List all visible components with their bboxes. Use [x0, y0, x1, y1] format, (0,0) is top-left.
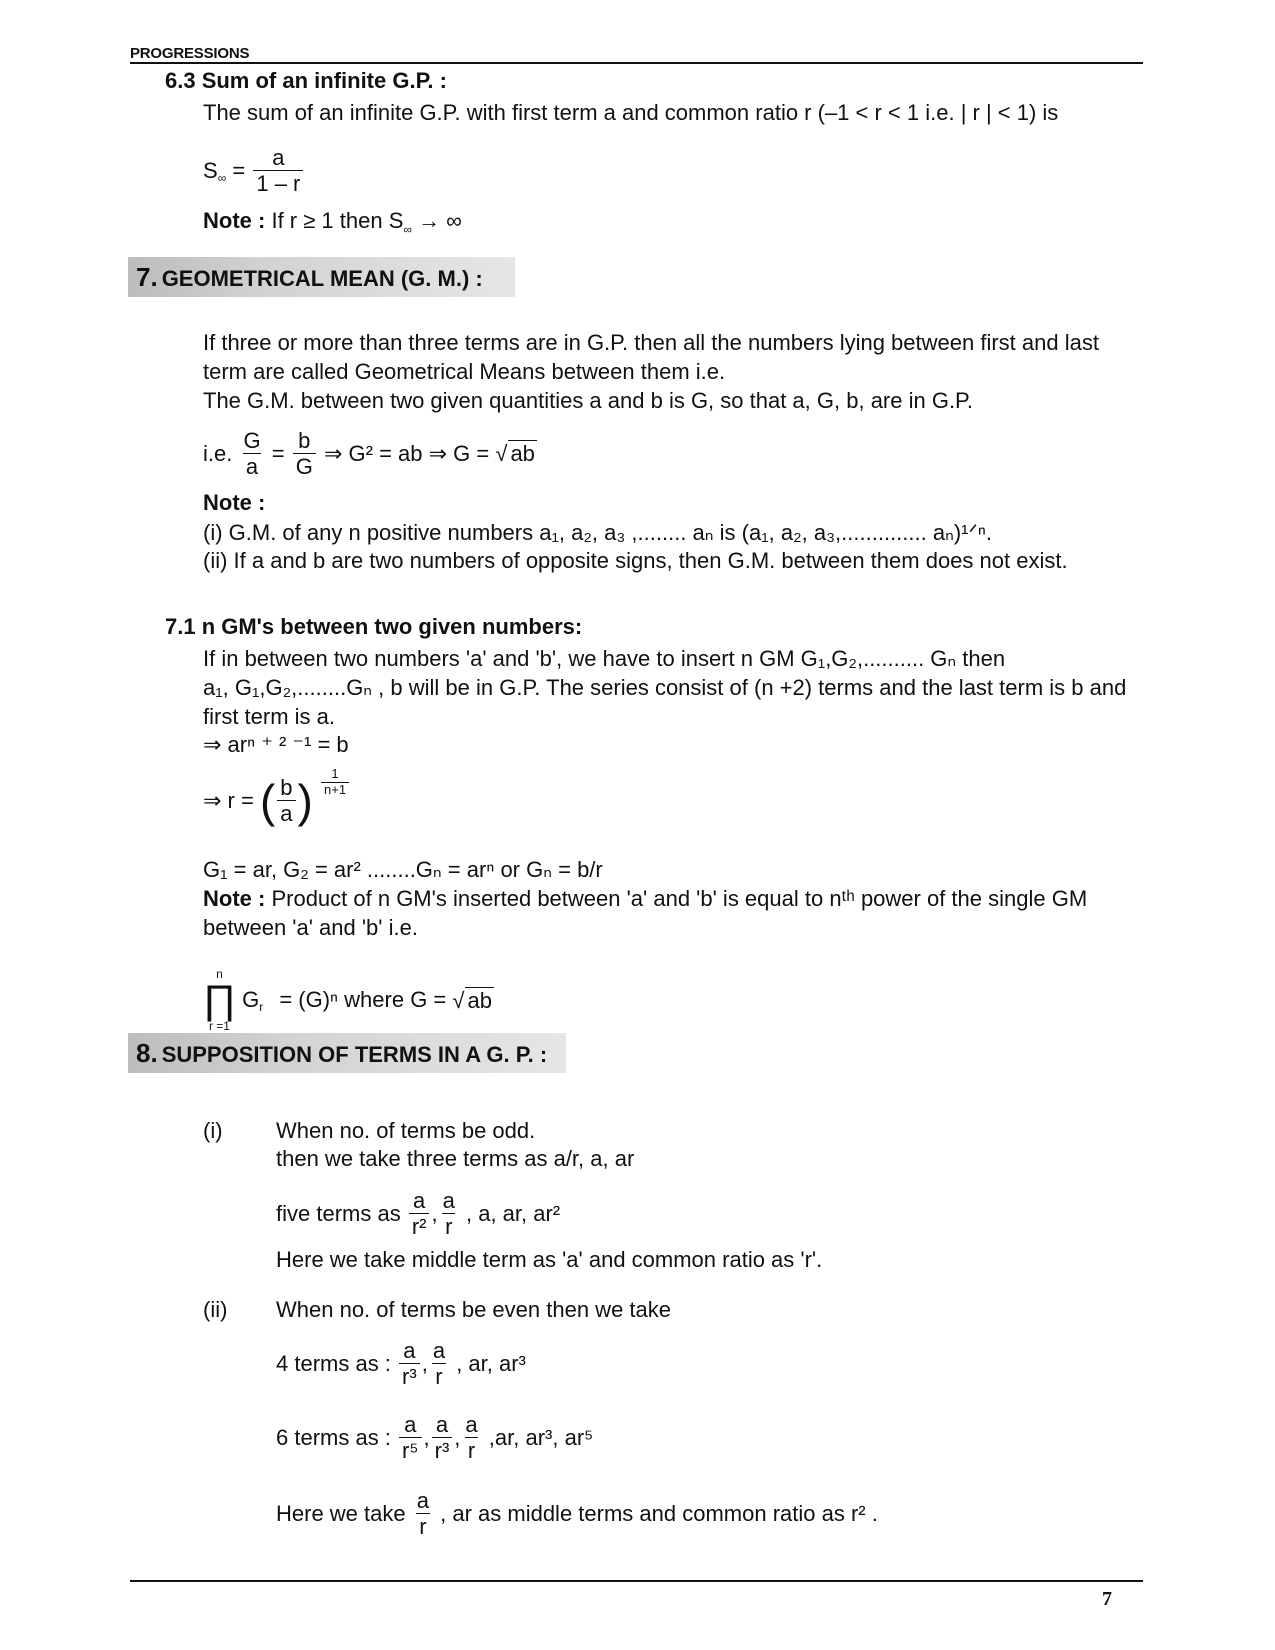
denominator: G — [293, 453, 316, 479]
comma: , — [421, 1350, 428, 1376]
page-number: 7 — [1102, 1588, 1112, 1610]
header-rule — [130, 62, 1143, 64]
section-7-banner — [128, 257, 515, 297]
six-terms-rest: ,ar, ar³, ar⁵ — [488, 1424, 594, 1450]
n-gm-line-3: first term is a. — [203, 704, 336, 729]
six-terms-formula — [276, 1412, 593, 1464]
equals-sign: = — [232, 157, 246, 183]
denominator: r⁵ — [399, 1437, 421, 1463]
section-title: SUPPOSITION OF TERMS IN A G. P. : — [161, 1042, 548, 1067]
case-i-line-1: When no. of terms be odd. — [276, 1118, 536, 1143]
case-i-line-4: Here we take middle term as 'a' and common ratio as 'r'. — [276, 1247, 823, 1272]
note-arrow: → ∞ — [418, 208, 462, 233]
numerator: b — [280, 775, 293, 800]
fraction-a-over-r2 — [409, 1188, 430, 1240]
fraction-a-over-r3 — [432, 1412, 453, 1464]
four-terms-label: 4 terms as : — [276, 1350, 391, 1376]
denominator: a — [243, 453, 261, 479]
section-7-1-heading: 7.1 n GM's between two given numbers: — [165, 614, 583, 639]
fraction-a-over-r — [430, 1338, 448, 1390]
section-6-3-note — [203, 208, 462, 242]
numerator: a — [403, 1338, 416, 1363]
product-g: G — [242, 987, 260, 1012]
product-symbol: ∏ — [203, 978, 236, 1022]
four-terms-formula — [276, 1338, 526, 1390]
section-title: GEOMETRICAL MEAN (G. M.) : — [161, 266, 483, 291]
note-label: Note : — [203, 208, 266, 233]
ratio-formula — [203, 766, 351, 827]
equals-sign: = — [271, 440, 285, 466]
footer-rule — [130, 1580, 1143, 1582]
fraction-b-over-g — [293, 428, 316, 480]
fraction-a-over-r — [462, 1412, 480, 1464]
numerator: a — [416, 1488, 429, 1513]
case-ii-line-1: When no. of terms be even then we take — [276, 1297, 672, 1322]
product-note-cont: between 'a' and 'b' i.e. — [203, 915, 418, 940]
fraction-a-over-1-minus-r — [253, 145, 303, 197]
denominator: r² — [409, 1213, 430, 1239]
comma: , — [454, 1424, 461, 1450]
numerator: G — [243, 428, 261, 453]
exponent-fraction — [321, 767, 349, 798]
exponent-denominator: n+1 — [321, 782, 349, 798]
left-paren: ( — [259, 774, 276, 827]
denominator: r — [416, 1513, 429, 1539]
numerator: a — [465, 1412, 478, 1437]
middle-terms-label: Here we take — [276, 1500, 406, 1526]
denominator: r³ — [399, 1363, 420, 1389]
gm-paragraph-line-1: If three or more than three terms are in G.P. then all the numbers lying between first and last — [203, 330, 1099, 355]
section-number: 7. — [136, 262, 158, 292]
case-i-line-2: then we take three terms as a/r, a, ar — [276, 1146, 635, 1171]
denominator: 1 – r — [253, 170, 303, 196]
product-upper-limit: n — [216, 967, 223, 981]
note-text: Product of n GM's inserted between 'a' and 'b' is equal to nᵗʰ power of the single GM — [271, 886, 1088, 911]
five-terms-rest: , a, ar, ar² — [465, 1200, 561, 1226]
n-gm-line-1: If in between two numbers 'a' and 'b', we have to insert n GM G₁,G₂,.......... Gₙ then — [203, 646, 1006, 671]
radicand: ab — [510, 441, 535, 467]
note-text: If r ≥ 1 then S — [271, 208, 404, 233]
gm-formula — [203, 428, 537, 480]
gm-paragraph-line-2: term are called Geometrical Means between them i.e. — [203, 359, 726, 384]
ie-label: i.e. — [203, 440, 233, 466]
n-gm-line-2: a₁, G₁,G₂,........Gₙ , b will be in G.P. The series consist of (n +2) terms and the last term is b and — [203, 675, 1127, 700]
numerator: a — [435, 1412, 449, 1437]
fraction-a-over-r — [414, 1488, 432, 1540]
ratio-lhs: ⇒ r = — [203, 787, 254, 813]
gm-rhs: ⇒ G² = ab ⇒ G = — [323, 440, 490, 466]
fraction-g-over-a — [240, 428, 263, 480]
denominator: r — [442, 1213, 455, 1239]
infinity-subscript: ∞ — [217, 171, 227, 185]
five-terms-formula — [276, 1188, 560, 1240]
gm-terms-line: G₁ = ar, G₂ = ar² ........Gₙ = arⁿ or Gₙ = b/r — [203, 857, 603, 882]
section-8-banner — [128, 1033, 566, 1073]
numerator: a — [442, 1188, 455, 1213]
radicand: ab — [467, 987, 492, 1013]
product-rhs: = (G)ⁿ where G = — [279, 987, 447, 1012]
note-label: Note : — [203, 886, 266, 911]
comma: , — [431, 1200, 438, 1226]
product-operator — [203, 968, 236, 1032]
middle-terms-rest: , ar as middle terms and common ratio as r² . — [440, 1500, 878, 1526]
numerator: a — [272, 145, 285, 170]
infinity-subscript: ∞ — [403, 222, 412, 237]
comma: , — [423, 1424, 430, 1450]
infinite-sum-formula — [203, 145, 305, 197]
fraction-a-over-r3 — [399, 1338, 420, 1390]
gm-note-2: (ii) If a and b are two numbers of opposite signs, then G.M. between them does not exist. — [203, 548, 1068, 573]
denominator: r — [432, 1363, 445, 1389]
sqrt-ab: √ ab — [452, 987, 492, 1013]
six-terms-label: 6 terms as : — [276, 1424, 391, 1450]
four-terms-rest: , ar, ar³ — [456, 1350, 526, 1376]
section-number: 8. — [136, 1038, 158, 1068]
sum-symbol: S — [203, 157, 218, 183]
right-paren: ) — [297, 774, 313, 827]
denominator: r — [465, 1437, 478, 1463]
numerator: a — [404, 1412, 417, 1437]
product-lower-limit: r =1 — [208, 1019, 230, 1033]
exponent-numerator: 1 — [331, 766, 339, 781]
running-header: PROGRESSIONS — [130, 45, 250, 62]
fraction-b-over-a — [277, 775, 295, 827]
denominator: r³ — [432, 1437, 453, 1463]
n-gm-equation: ⇒ arⁿ ⁺ ² ⁻¹ = b — [203, 732, 349, 757]
case-i-label: (i) — [203, 1118, 223, 1143]
section-6-3-intro: The sum of an infinite G.P. with first term a and common ratio r (–1 < r < 1 i.e. | r | < 1) is — [203, 100, 1059, 125]
denominator: a — [277, 800, 295, 826]
product-formula — [203, 968, 494, 1032]
product-subscript: r — [259, 1000, 264, 1015]
fraction-a-over-r — [440, 1188, 458, 1240]
numerator: a — [413, 1188, 426, 1213]
fraction-a-over-r5 — [399, 1412, 421, 1464]
numerator: a — [432, 1338, 446, 1363]
five-terms-label: five terms as — [276, 1200, 401, 1226]
middle-terms-line — [276, 1488, 878, 1540]
gm-note-label: Note : — [203, 490, 266, 515]
numerator: b — [298, 428, 311, 453]
section-6-3-heading: 6.3 Sum of an infinite G.P. : — [165, 68, 447, 93]
sqrt-ab: √ ab — [495, 441, 535, 467]
case-ii-label: (ii) — [203, 1297, 228, 1322]
product-note — [203, 886, 1087, 912]
gm-note-1: (i) G.M. of any n positive numbers a₁, a₂, a₃ ,........ aₙ is (a₁, a₂, a₃,.............. aₙ)¹ᐟⁿ. — [203, 520, 992, 545]
gm-paragraph-line-3: The G.M. between two given quantities a and b is G, so that a, G, b, are in G.P. — [203, 388, 974, 413]
